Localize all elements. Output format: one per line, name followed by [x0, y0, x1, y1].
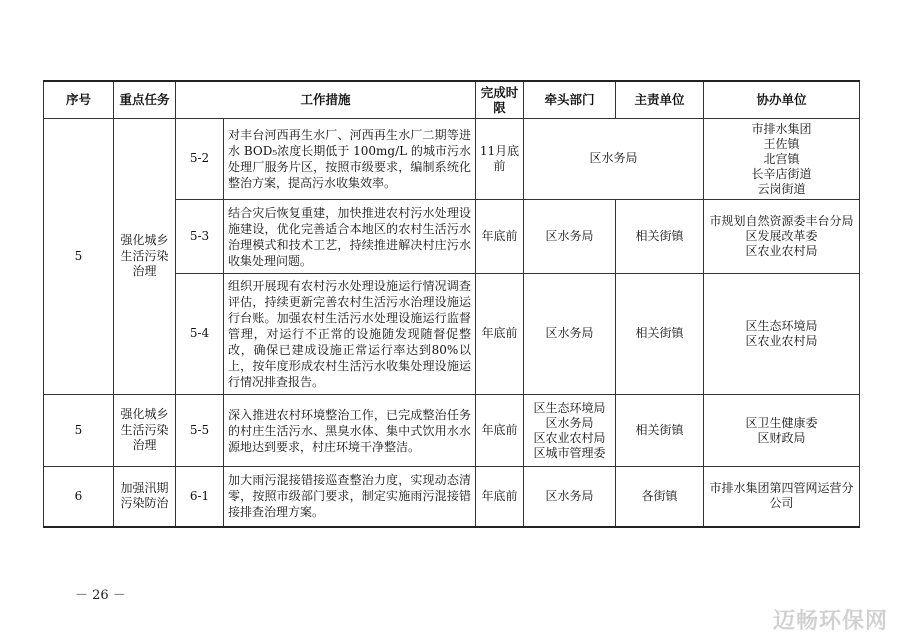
- responsible-cell: 各街镇: [616, 467, 704, 527]
- responsible-cell: 相关街镇: [616, 200, 704, 274]
- lead-responsible-cell: 区水务局: [524, 119, 704, 200]
- header-responsible: 主责单位: [616, 81, 704, 119]
- assist-unit: 王佐镇: [763, 136, 800, 151]
- assist-unit: 区农业农村局: [745, 244, 818, 258]
- measure-cell: 对丰台河西再生水厂、河西再生水厂二期等进水 BOD₅浓度长期低于 100mg/L 的城市污水处理厂服务片区，按照市级要求，编制系统化整治方案，提高污水收集效率。: [224, 119, 476, 200]
- assist-unit: 云岗街道: [757, 181, 806, 196]
- task-cell: 加强汛期污染防治: [114, 467, 176, 527]
- code-cell: 5-4: [176, 274, 224, 395]
- assist-cell: [704, 200, 860, 274]
- header-lead: 牵头部门: [524, 81, 616, 119]
- table-row: [44, 395, 860, 467]
- measure-cell: 组织开展现有农村污水处理设施运行情况调查评估，持续更新完善农村生活污水治理设施运行台账。加强农村生活污水处理设施运行监督管理，对运行不正常的设施随发现随督促整改，确保已建成设施正常运行率达到80%以上，按年度形成农村生活污水收集处理设施运行情况排查报告。: [224, 274, 476, 395]
- assist-unit: 北宫镇: [763, 151, 800, 166]
- assist-unit: 区卫生健康委: [745, 415, 818, 430]
- code-cell: 6-1: [176, 467, 224, 527]
- page-number: － 26 －: [75, 588, 126, 603]
- responsible-cell: 相关街镇: [616, 274, 704, 395]
- code-cell: 5-5: [176, 395, 224, 467]
- lead-cell: [524, 395, 616, 467]
- assist-cell: [704, 274, 860, 395]
- assist-unit: 市排水集团: [751, 121, 812, 136]
- task-cell: 强化城乡生活污染治理: [114, 395, 176, 467]
- assist-unit: 长辛店街道: [751, 166, 812, 181]
- header-assist: 协办单位: [704, 81, 860, 119]
- seq-cell: 5: [44, 395, 114, 467]
- table-row: [44, 467, 860, 527]
- assist-unit: 区农业农村局: [745, 334, 818, 348]
- task-cell: 强化城乡生活污染治理: [114, 119, 176, 395]
- code-cell: 5-3: [176, 200, 224, 274]
- table-row: [44, 119, 860, 200]
- header-deadline: 完成时限: [476, 81, 524, 119]
- watermark: 迈畅环保网: [772, 609, 888, 634]
- assist-unit: 市规划自然资源委丰台分局: [709, 214, 854, 228]
- measure-cell: 加大雨污混接错接巡查整治力度，实现动态清零，按照市级部门要求，制定实施雨污混接错接排查治理方案。: [224, 467, 476, 527]
- lead-unit: 区生态环境局: [533, 400, 606, 415]
- deadline-cell: 年底前: [476, 467, 524, 527]
- measure-cell: 深入推进农村环境整治工作，已完成整治任务的村庄生活污水、黑臭水体、集中式饮用水水源地达到要求，村庄环境干净整洁。: [224, 395, 476, 467]
- lead-unit: 区农业农村局: [533, 430, 606, 445]
- header-measure: 工作措施: [176, 81, 476, 119]
- lead-cell: 区水务局: [524, 467, 616, 527]
- assist-cell: [704, 395, 860, 467]
- deadline-cell: 11月底前: [476, 119, 524, 200]
- deadline-cell: 年底前: [476, 395, 524, 467]
- assist-unit: 区发展改革委: [745, 229, 818, 243]
- assist-unit: 区生态环境局: [745, 319, 818, 333]
- header-row: [44, 81, 860, 119]
- lead-cell: 区水务局: [524, 200, 616, 274]
- assist-unit: 区财政局: [757, 430, 806, 445]
- code-cell: 5-2: [176, 119, 224, 200]
- header-task: 重点任务: [114, 81, 176, 119]
- task-table: [43, 80, 860, 528]
- lead-unit: 区城市管理委: [533, 445, 606, 460]
- measure-cell: 结合灾后恢复重建，加快推进农村污水处理设施建设，优化完善适合本地区的农村生活污水治理模式和技术工艺，持续推进解决村庄污水收集处理问题。: [224, 200, 476, 274]
- seq-cell: 5: [44, 119, 114, 395]
- lead-cell: 区水务局: [524, 274, 616, 395]
- header-seq: 序号: [44, 81, 114, 119]
- deadline-cell: 年底前: [476, 200, 524, 274]
- assist-cell: [704, 119, 860, 200]
- deadline-cell: 年底前: [476, 274, 524, 395]
- lead-unit: 区水务局: [545, 415, 594, 430]
- assist-cell: 市排水集团第四管网运营分公司: [704, 467, 860, 527]
- responsible-cell: 相关街镇: [616, 395, 704, 467]
- seq-cell: 6: [44, 467, 114, 527]
